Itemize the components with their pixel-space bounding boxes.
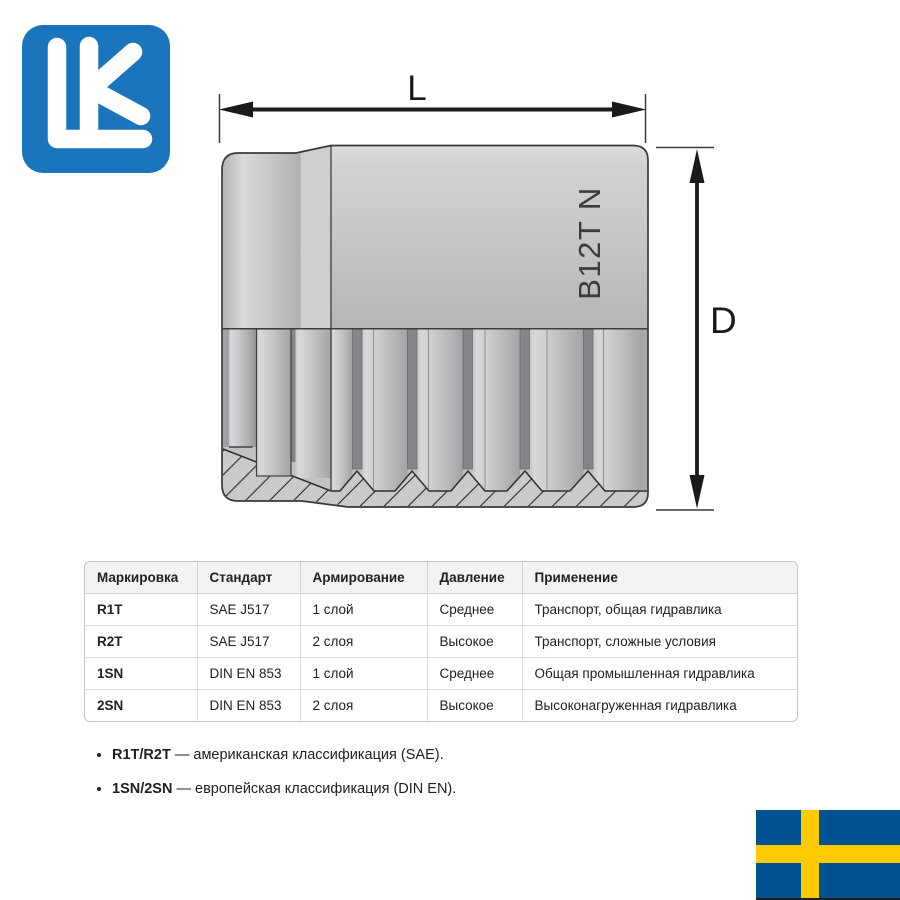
arrowhead-down-icon	[690, 475, 705, 509]
cell-standard: DIN EN 853	[197, 658, 300, 690]
cell-reinforcement: 1 слой	[300, 594, 427, 626]
col-header-marking: Маркировка	[85, 562, 197, 594]
ferrule-collar	[223, 153, 300, 328]
sweden-flag-icon	[756, 810, 900, 900]
list-item	[112, 745, 456, 765]
cell-pressure: Высокое	[427, 626, 522, 658]
dim-diameter-label: D	[710, 300, 737, 341]
arrowhead-up-icon	[690, 149, 705, 183]
cell-marking: R2T	[85, 626, 197, 658]
note-text: — американская классификация (SAE).	[170, 747, 444, 763]
note-term: R1T/R2T	[112, 747, 171, 763]
cell-marking: R1T	[85, 594, 197, 626]
note-text: — европейская классификация (DIN EN).	[172, 781, 457, 797]
cell-marking: 2SN	[85, 690, 197, 722]
spec-table	[85, 562, 797, 721]
arrowhead-right-icon	[612, 102, 646, 118]
dimension-length	[219, 69, 646, 143]
cell-pressure: Среднее	[427, 658, 522, 690]
part-marking-label: B12T N	[572, 186, 607, 300]
cell-standard: SAE J517	[197, 594, 300, 626]
ferrule-chamfer-strip	[300, 146, 331, 328]
dimension-diameter	[656, 148, 737, 511]
col-header-standard: Стандарт	[197, 562, 300, 594]
cell-pressure: Высокое	[427, 690, 522, 722]
dim-length-label: L	[407, 69, 427, 108]
flag-cross-horizontal	[756, 845, 900, 863]
cell-reinforcement: 2 слоя	[300, 690, 427, 722]
classification-notes	[88, 745, 456, 813]
col-header-pressure: Давление	[427, 562, 522, 594]
col-header-application: Применение	[522, 562, 797, 594]
cell-application: Высоконагруженная гидравлика	[534, 698, 737, 713]
long-finger	[257, 329, 292, 476]
cell-standard: SAE J517	[197, 626, 300, 658]
table-header-row	[85, 562, 797, 594]
table-row	[85, 658, 797, 690]
spec-table-container	[84, 561, 798, 722]
list-item	[112, 779, 456, 799]
table-row	[85, 594, 797, 626]
cell-pressure: Среднее	[427, 594, 522, 626]
cell-standard: DIN EN 853	[197, 690, 300, 722]
cell-marking: 1SN	[85, 658, 197, 690]
cell-reinforcement: 2 слоя	[300, 626, 427, 658]
cell-application: Транспорт, сложные условия	[522, 626, 797, 658]
cell-application: Транспорт, общая гидравлика	[522, 594, 797, 626]
arrowhead-left-icon	[219, 102, 253, 118]
table-row	[85, 626, 797, 658]
serration-band-main	[331, 329, 648, 490]
cell-reinforcement: 1 слой	[300, 658, 427, 690]
col-header-reinforcement: Армирование	[300, 562, 427, 594]
note-term: 1SN/2SN	[112, 781, 173, 797]
cell-application: Общая промышленная гидравлика	[522, 658, 797, 690]
table-row	[85, 690, 797, 722]
